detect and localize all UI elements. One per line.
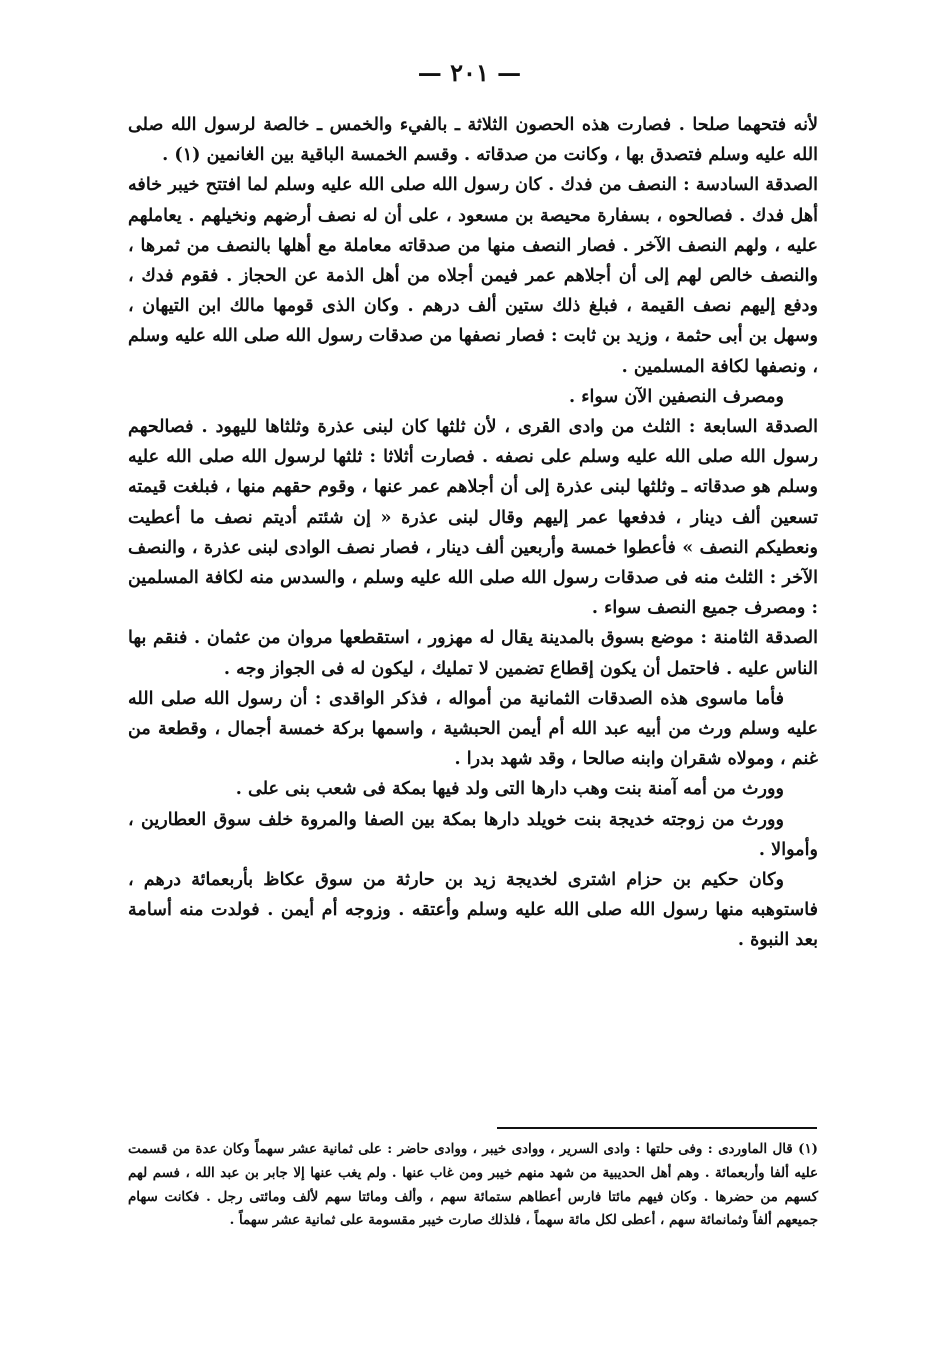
paragraph: وورث من أمه آمنة بنت وهب دارها التى ولد فيها بمكة فى شعب بنى على . [235,778,784,800]
paragraph: الصدقة السابعة : الثلث من وادى القرى ، لأن ثلثها كان لبنى عذرة وثلثاها لليهود . فصالحهم رسول الله صلى الله عليه وسلم على نصفه . فصارت أثلاثا : ثلثها لرسول الله صلى الله عليه وسلم هو صدقاته ـ وثلثها لبنى عذرة إلى أن أجلاهم عمر عنها ، وقوم حقهم منها ، فبلغت قيمته تسعين ألف دينار ، فدفعها عمر إليهم وقال لبنى عذرة « إن شئتم أديتم نصف ما أعطيت ونعطيكم النصف » فأعطوا خمسة وأربعين ألف دينار ، فصار نصف الوادى لبنى عذرة ، والنصف الآخر : الثلث منه فى صدقات رسول الله صلى الله عليه وسلم ، والسدس منه لكافة المسلمين : ومصرف جميع النصف سواء . [128,416,818,619]
footnote-divider [497,1127,817,1129]
main-text [128,110,818,956]
footnote: (١) قال الماوردى : وفى حلتها : وادى السرير ، ووادى خيبر ، ووادى حاضر : على ثمانية عشر سهماً وكان عدة من قسمت عليه ألفا وأربعمائة . وهم أهل الحديبية من شهد منهم خيبر ومن غاب عنها . ولم يغب عنها إلا جابر بن عبد الله ، فسم لهم كسهم من حضرها . وكان فيهم مائتا فارس أعطاهم ستمائة سهم ، وألف ومائتا سهم لألف ومائتى رجل . فكانت سهام جميعهم ألفاً وثمانمائة سهم ، أعطى لكل مائة سهماً ، فلذلك صارت خيبر مقسومة على ثمانية عشر سهماً . [128,1141,818,1229]
paragraph: الصدقة الثامنة : موضع بسوق بالمدينة يقال له مهزور ، استقطعها مروان من عثمان . فنقم بها الناس عليه . فاحتمل أن يكون إقطاع تضمين لا تمليك ، ليكون له فى الجواز وجه . [128,627,818,679]
page-number: — ٢٠١ — [417,58,522,87]
paragraph: وورث من زوجته خديجة بنت خويلد دارها بمكة بين الصفا والمروة خلف سوق العطارين ، وأموالا . [128,808,818,860]
paragraph: ومصرف النصفين الآن سواء . [569,385,784,407]
footnotes [128,1138,818,1233]
paragraph: لأنه فتحهما صلحا . فصارت هذه الحصون الثلاثة ـ بالفيء والخمس ـ خالصة لرسول الله صلى الله عليه وسلم فتصدق بها ، وكانت من صدقاته . وقسم الخمسة الباقية بين الغانمين (١) . [128,114,818,166]
paragraph: فأما ماسوى هذه الصدقات الثمانية من أمواله ، فذكر الواقدى : أن رسول الله صلى الله عليه وسلم ورث من أبيه عبد الله أم أيمن الحبشية ، واسمها بركة خمسة أجمال ، وقطعة من غنم ، ومولاه شقران وابنه صالحا ، وقد شهد بدرا . [128,687,818,770]
paragraph: الصدقة السادسة : النصف من فدك . كان رسول الله صلى الله عليه وسلم لما افتتح خيبر خافه أهل فدك . فصالحوه ، بسفارة محيصة بن مسعود ، على أن له نصف أرضهم ونخيلهم . يعاملهم عليه ، ولهم النصف الآخر . فصار النصف منها من صدقاته معاملة مع أهلها بالنصف من ثمرها ، والنصف خالص لهم إلى أن أجلاهم عمر فيمن أجلاه من أهل الذمة عن الحجاز . فقوم فدك ، ودفع إليهم نصف القيمة ، فبلغ ذلك ستين ألف درهم . وكان الذى قومها مالك ابن التيهان ، وسهل بن أبى حثمة ، وزيد بن ثابت : فصار نصفها من صدقات رسول الله صلى الله عليه وسلم ، ونصفها لكافة المسلمين . [128,174,818,377]
paragraph: وكان حكيم بن حزام اشترى لخديجة زيد بن حارثة من سوق عكاظ بأربعمائة درهم ، فاستوهبه منها رسول الله صلى الله عليه وسلم وأعتقه . وزوجه أم أيمن . فولدت منه أسامة بعد النبوة . [128,869,818,951]
